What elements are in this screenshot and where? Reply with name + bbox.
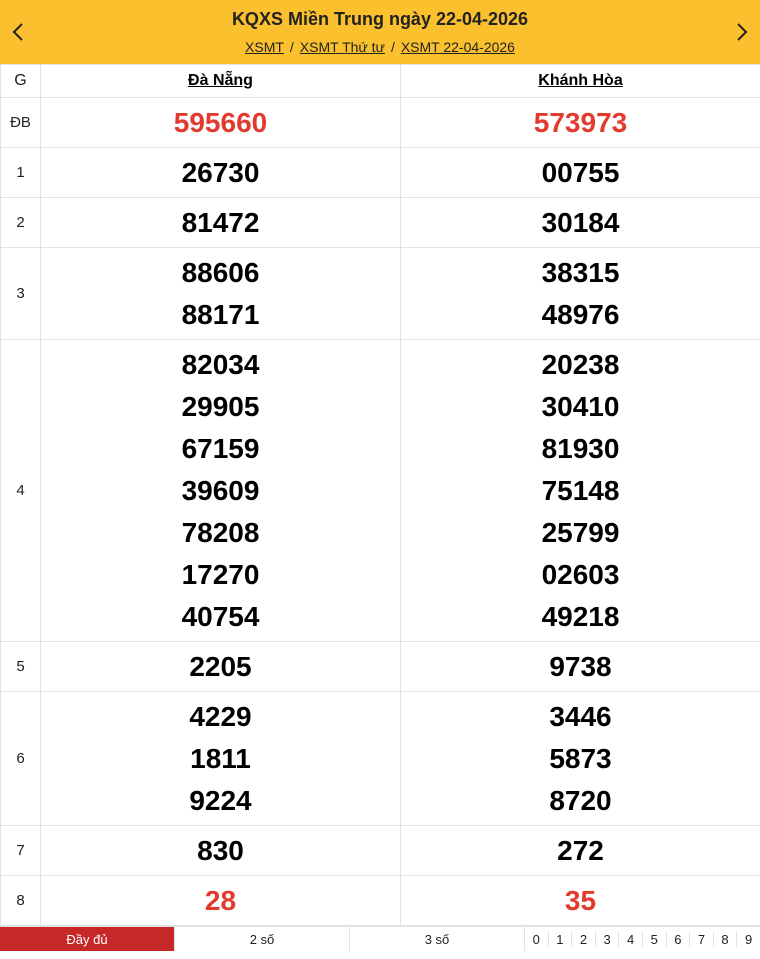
digit-filter-5[interactable]: 5 [643,932,667,947]
result-cell-da-nang [41,340,401,642]
result-number: 81472 [181,206,260,238]
prize-row [1,642,760,692]
result-number: 28 [204,884,237,916]
result-number: 4229 [189,700,252,732]
result-cell-khanh-hoa [401,642,760,692]
result-number: 3446 [549,700,612,732]
mode-full-button[interactable]: Đầy đủ [0,927,175,951]
result-number: 39609 [181,474,260,506]
mode-two-digit-button[interactable]: 2 số [175,927,350,951]
prize-row [1,826,760,876]
prize-label: 2 [1,198,41,248]
result-number: 00755 [541,156,620,188]
result-number: 20238 [541,348,620,380]
prize-row [1,340,760,642]
result-number: 9224 [189,784,252,816]
result-number: 30184 [541,206,620,238]
result-cell-khanh-hoa [401,340,760,642]
result-cell-khanh-hoa [401,876,760,926]
result-cell-khanh-hoa [401,98,760,148]
breadcrumb-weekday[interactable]: XSMT Thứ tư [299,39,385,55]
result-number: 48976 [541,298,620,330]
digit-filter-7[interactable]: 7 [690,932,714,947]
chevron-right-icon[interactable] [730,20,754,44]
result-number: 78208 [181,516,260,548]
digit-filter-2[interactable]: 2 [572,932,596,947]
result-cell-khanh-hoa [401,692,760,826]
prize-row [1,198,760,248]
display-mode-bar [0,926,760,951]
prize-label: 3 [1,248,41,340]
result-number: 17270 [181,558,260,590]
breadcrumb-xsmt[interactable]: XSMT [245,39,284,55]
prize-label: 5 [1,642,41,692]
result-cell-da-nang [41,826,401,876]
result-cell-khanh-hoa [401,826,760,876]
result-number: 26730 [181,156,260,188]
result-number: 30410 [541,390,620,422]
result-number: 2205 [189,650,252,682]
prize-row [1,148,760,198]
result-number: 88171 [181,298,260,330]
prize-label: 6 [1,692,41,826]
digit-filter-0[interactable]: 0 [525,932,549,947]
prize-label: 8 [1,876,41,926]
result-number: 02603 [541,558,620,590]
result-number: 35 [564,884,597,916]
digit-filter-9[interactable]: 9 [745,931,753,947]
prize-label: 7 [1,826,41,876]
result-cell-khanh-hoa [401,248,760,340]
prize-label: 1 [1,148,41,198]
breadcrumb-separator: / [289,39,294,55]
digit-filter-group [525,927,760,951]
mode-three-digit-button[interactable]: 3 số [350,927,525,951]
result-cell-da-nang [41,248,401,340]
breadcrumb-date[interactable]: XSMT 22-04-2026 [400,39,515,55]
result-number: 272 [557,834,604,866]
prize-row [1,876,760,926]
result-number: 8720 [549,784,612,816]
prize-label: 4 [1,340,41,642]
result-cell-da-nang [41,642,401,692]
result-cell-khanh-hoa [401,198,760,248]
result-number: 49218 [541,600,620,632]
page-title: KQXS Miền Trung ngày 22-04-2026 [231,9,529,29]
result-number: 88606 [181,256,260,288]
result-number: 67159 [181,432,260,464]
page-header [0,0,760,64]
result-number: 29905 [181,390,260,422]
digit-filter-8[interactable]: 8 [714,932,738,947]
result-number: 1811 [190,742,251,774]
result-number: 595660 [173,106,268,138]
result-cell-da-nang [41,98,401,148]
prize-column-header: G [1,65,41,98]
result-number: 830 [197,834,244,866]
result-number: 573973 [533,106,628,138]
prize-row [1,98,760,148]
result-number: 25799 [541,516,620,548]
result-cell-da-nang [41,692,401,826]
province-header-khanh-hoa[interactable]: Khánh Hòa [401,65,760,98]
prize-label: ĐB [1,98,41,148]
prize-row [1,248,760,340]
result-number: 82034 [181,348,260,380]
province-header-da-nang[interactable]: Đà Nẵng [41,65,401,98]
digit-filter-4[interactable]: 4 [619,932,643,947]
breadcrumb-separator: / [390,39,395,55]
digit-filter-6[interactable]: 6 [667,932,691,947]
breadcrumb [0,39,760,55]
result-cell-da-nang [41,198,401,248]
result-number: 5873 [549,742,612,774]
result-number: 9738 [549,650,612,682]
result-cell-da-nang [41,148,401,198]
result-number: 40754 [181,600,260,632]
result-cell-khanh-hoa [401,148,760,198]
result-number: 38315 [541,256,620,288]
result-number: 81930 [541,432,620,464]
result-number: 75148 [541,474,620,506]
prize-row [1,692,760,826]
digit-filter-1[interactable]: 1 [549,932,573,947]
digit-filter-3[interactable]: 3 [596,932,620,947]
results-table [0,64,760,926]
result-cell-da-nang [41,876,401,926]
